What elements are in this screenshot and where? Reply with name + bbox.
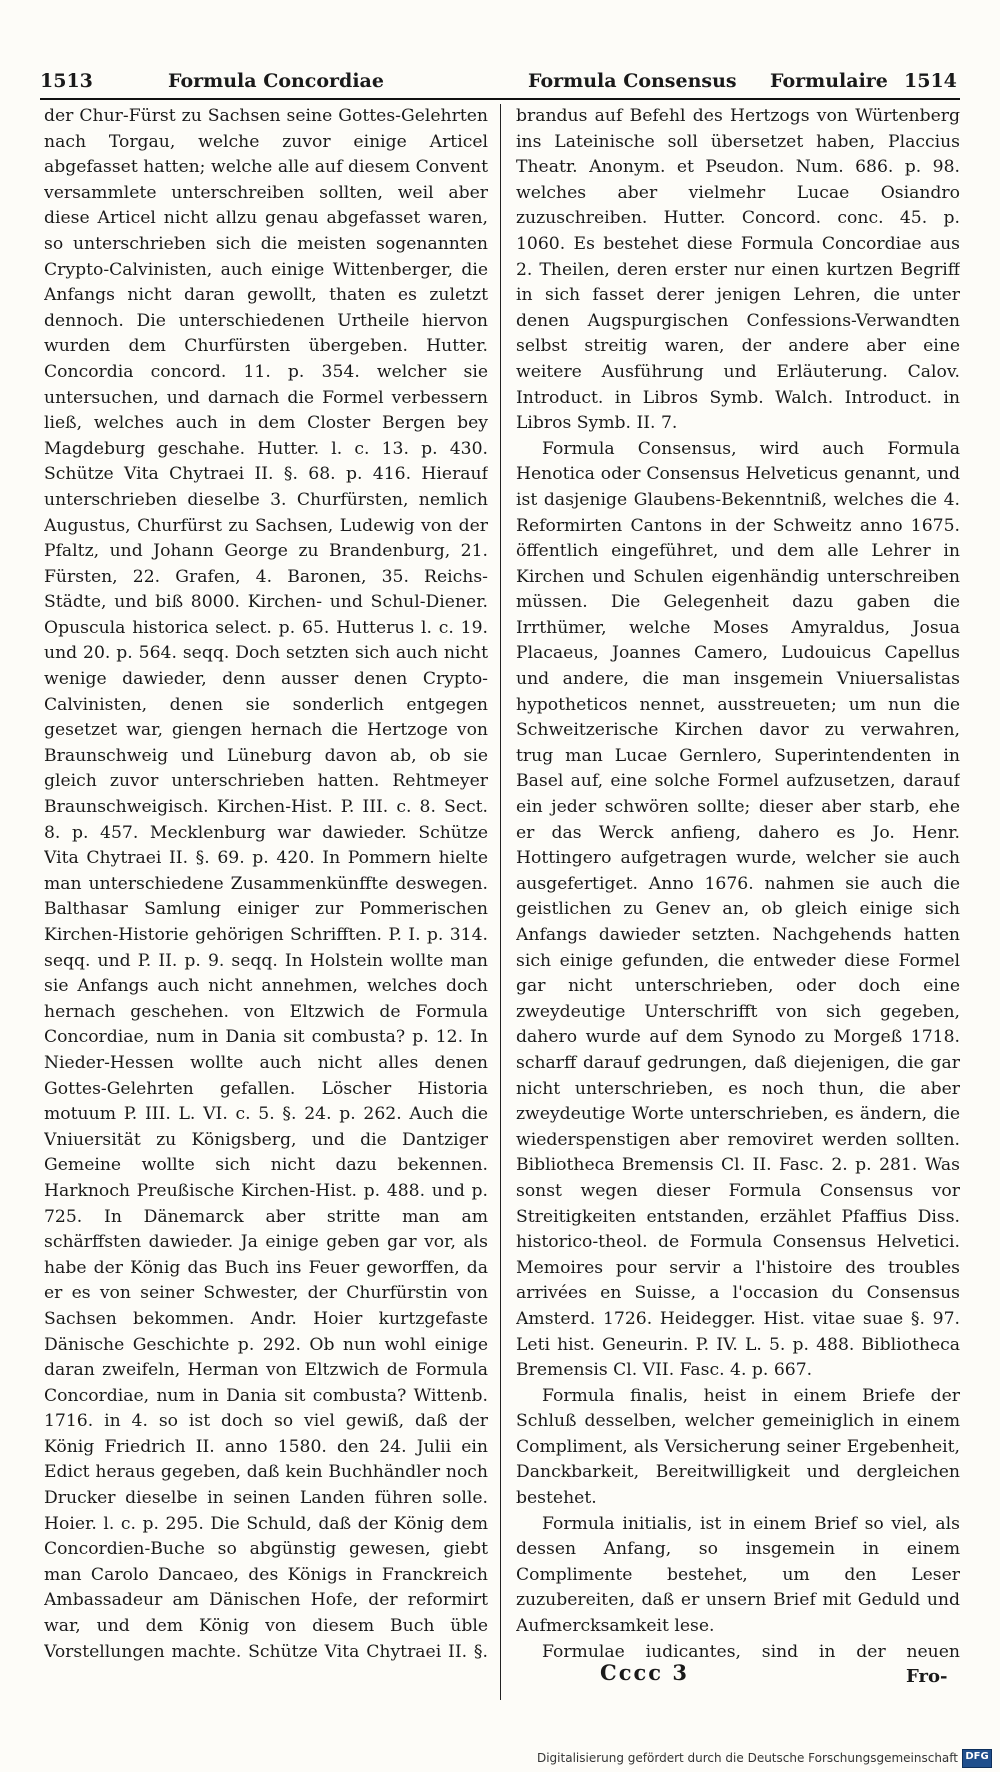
funding-note: Digitalisierung gefördert durch die Deutsche Forschungsgemeinschaft <box>536 1751 958 1765</box>
entry-formula-finalis: Formula finalis, heist in einem Briefe der Schluß desselben, welcher gemeiniglich in einem Compliment, als Versicherung seiner Ergebenheit, Danckbarkeit, Bereitwilligkeit und dergleichen bestehet. <box>516 1385 960 1509</box>
column-divider <box>500 104 501 1700</box>
running-header <box>0 70 1000 98</box>
right-running-title-primary: Formula Consensus <box>528 70 737 92</box>
catchword: Fro- <box>906 1666 948 1687</box>
dfg-logo-label: DFG <box>965 1751 989 1762</box>
entry-formula-initialis: Formula initialis, ist in einem Brief so viel, als dessen Anfang, so insgemein in einem Complimente bestehet, um den Leser zuzubereiten, daß er unsern Brief mit Geduld und Aufmercksamkeit lese. <box>516 1513 960 1637</box>
left-page-number: 1513 <box>40 70 93 92</box>
left-text-column <box>44 104 488 1664</box>
digitization-footer <box>0 1744 1000 1772</box>
paragraph: brandus auf Befehl des Hertzogs von Würtenberg ins Lateinische soll übersetzet haben, Placcius Theatr. Anonym. et Pseudon. Num. 686. p. 98. welches aber vielmehr Lucae Osiandro zuzuschreiben. Hutter. Concord. conc. 45. p. 1060. Es bestehet diese Formula Concordiae aus 2. Theilen, deren erster nur einen kurtzen Begriff in sich fasset derer jenigen Lehren, die unter denen Augspurgischen Confessions-Verwandten selbst streitig waren, der andere aber eine weitere Ausführung und Erläuterung. Calov. Introduct. in Libros Symb. Walch. Introduct. in Libros Symb. II. 7. <box>516 106 960 434</box>
signature-mark: Cccc 3 <box>600 1660 689 1685</box>
entry-formula-consensus: Formula Consensus, wird auch Formula Henotica oder Consensus Helveticus genannt, und ist dasjenige Glaubens-Bekenntniß, welches die 4. Reformirten Cantons in der Schweitz anno 1675. öffentlich eingeführet, und dem alle Lehrer in Kirchen und Schulen eigenhändig unterschreiben müssen. Die Gelegenheit dazu gaben die Irrthümer, welche Moses Amyraldus, Josua Placaeus, Joannes Camero, Ludouicus Capellus und andere, die man insgemein Vniuersalistas hypotheticos nennet, ausstreueten; um nun die Schweitzerische Kirchen davor zu verwahren, trug man Lucae Gernlero, Superintendenten in Basel auf, eine solche Formel aufzusetzen, darauf ein jeder schwören sollte; dieser aber starb, ehe er das Werck anfieng, dahero es Jo. Henr. Hottingero aufgetragen wurde, welcher sie auch ausgefertiget. Anno 1676. nahmen sie auch die geistlichen zu Genev an, ob gleich einige sich Anfangs dawieder setzten. Nachgehends hatten sich einige gefunden, die entweder diese Formel gar nicht unterschrieben, oder doch eine zweydeutige Unterschrifft von sich gegeben, dahero wurde auf dem Synodo zu Morgeß 1718. scharff darauf gedrungen, daß diejenigen, die gar nicht unterschrieben, es noch thun, die aber zweydeutige Worte unterschrieben, es ändern, die wiederspenstigen aber removiret werden sollten. Bibliotheca Bremensis Cl. II. Fasc. 2. p. 281. Was sonst wegen dieser Formula Consensus vor Streitigkeiten entstanden, erzählet Pfaffius Diss. historico-theol. de Formula Consensus Helvetici. Memoires pour servir a l'histoire des troubles arrivées en Suisse, a l'occasion du Consensus Amsterd. 1726. Heidegger. Hist. vitae suae §. 97. Leti hist. Geneurin. P. IV. L. 5. p. 488. Bibliotheca Bremensis Cl. VII. Fasc. 4. p. 667. <box>516 438 960 1381</box>
paragraph: der Chur-Fürst zu Sachsen seine Gottes-Gelehrten nach Torgau, welche zuvor einige Articel abgefasset hatten; welche alle auf diesem Convent versammlete unterschreiben sollten, weil aber diese Articel nicht allzu genau abgefasset waren, so unterschrieben sich die meisten sogenannten Crypto-Calvinisten, auch einige Wittenberger, die Anfangs nicht daran gewollt, thaten es zuletzt dennoch. Die unterschiedenen Urtheile hiervon wurden dem Churfürsten übergeben. Hutter. Concordia concord. 11. p. 354. welcher sie untersuchen, und darnach die Formel verbessern ließ, welches auch in dem Closter Bergen bey Magdeburg geschahe. Hutter. l. c. 13. p. 430. Schütze Vita Chytraei II. §. 68. p. 416. Hierauf unterschrieben dieselbe 3. Churfürsten, nemlich Augustus, Churfürst zu Sachsen, Ludewig von der Pfaltz, und Johann George zu Brandenburg, 21. Fürsten, 22. Grafen, 4. Baronen, 35. Reichs-Städte, und biß 8000. Kirchen- und Schul-Diener. Opuscula historica select. p. 65. Hutterus l. c. 19. und 20. p. 564. seqq. Doch setzten sich auch nicht wenige dawieder, denn ausser denen Crypto-Calvinisten, denen sie sonderlich entgegen gesetzet war, giengen hernach die Hertzoge von Braunschweig und Lüneburg davon ab, ob sie gleich zuvor unterschrieben hatten. Rehtmeyer Braunschweigisch. Kirchen-Hist. P. III. c. 8. Sect. 8. p. 457. Mecklenburg war dawieder. Schütze Vita Chytraei II. §. 69. p. 420. In Pommern hielte man unterschiedene Zusammenkünffte deswegen. Balthasar Samlung einiger zur Pommerischen Kirchen-Historie gehörigen Schrifften. P. I. p. 314. seqq. und P. II. p. 9. seqq. In Holstein wollte man sie Anfangs auch nicht annehmen, welches doch hernach geschehen. von Eltzwich de Formula Concordiae, num in Dania sit combusta? p. 12. In Nieder-Hessen wollte auch nicht alles denen Gottes-Gelehrten gefallen. Löscher Historia motuum P. III. L. VI. c. 5. §. 24. p. 262. Auch die Vniuersität zu Königsberg, und die Dantziger Gemeine wollte sich nicht dazu bekennen. Harknoch Preußische Kirchen-Hist. p. 488. und p. 725. In Dänemarck aber stritte man am schärffsten dawieder. Ja einige geben gar vor, als habe der König das Buch ins Feuer geworffen, da er es von seiner Schwester, der Churfürstin von Sachsen bekommen. Andr. Hoier kurtzgefaste Dänische Geschichte p. 292. Ob nun wohl einige daran zweifeln, Herman von Eltzwich de Formula Concordiae, num in Dania sit combusta? Wittenb. 1716. in 4. so ist doch so viel gewiß, daß der König Friedrich II. anno 1580. den 24. Julii ein Edict heraus gegeben, daß kein Buchhändler noch Drucker dieselbe in seinen Landen führen solle. Hoier. l. c. p. 295. Die Schuld, daß der König dem Concordien-Buche so abgünstig gewesen, giebt man Carolo Dancaeo, des Königs in Franckreich Ambassadeur am Dänischen Hofe, der reformirt war, und dem König von diesem Buch üble Vorstellungen machte. Schütze Vita Chytraei II. §. <box>44 106 488 1662</box>
right-page-number: 1514 <box>904 70 957 92</box>
dfg-logo-icon <box>962 1749 992 1768</box>
right-text-column <box>516 104 960 1664</box>
header-rule <box>40 98 960 100</box>
entry-formulae-iudicantes: Formulae iudicantes, sind in der neuen <box>542 1641 960 1662</box>
left-running-title: Formula Concordiae <box>168 70 384 92</box>
right-running-title-secondary: Formulaire <box>770 70 888 92</box>
